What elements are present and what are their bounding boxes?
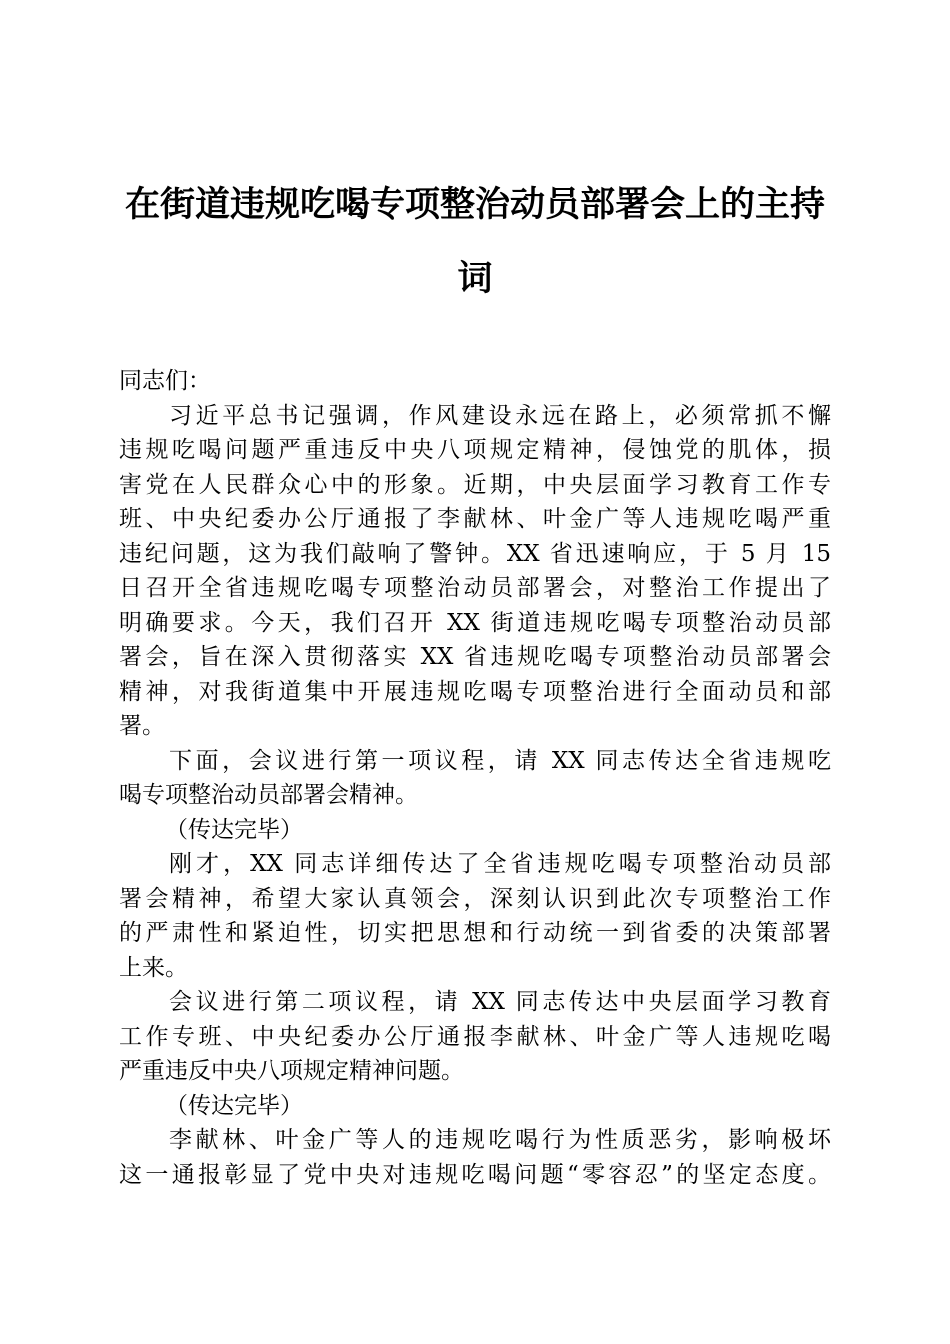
paragraph-line: 喝专项整治动员部署会精神。 — [119, 782, 418, 808]
paragraph-line: 李献林、叶金广等人的违规吃喝行为性质恶劣，影响极坏 — [169, 1127, 831, 1153]
paragraph-line: 这一通报彰显了党中央对违规吃喝问题“零容忍”的坚定态度。 — [119, 1161, 831, 1188]
paragraph-line: 严重违反中央八项规定精神问题。 — [119, 1058, 464, 1084]
paragraph-line: 害党在人民群众心中的形象。近期，中央层面学习教育工作专 — [119, 471, 831, 498]
paragraph-line: 会议进行第二项议程，请 XX 同志传达中央层面学习教育 — [169, 989, 831, 1015]
stage-note: （传达完毕） — [165, 1092, 303, 1119]
document-title — [100, 168, 850, 316]
paragraph-line: 违规吃喝问题严重违反中央八项规定精神，侵蚀党的肌体，损 — [119, 437, 831, 463]
paragraph-line: 上来。 — [119, 954, 188, 981]
paragraph-line: 班、中央纪委办公厅通报了李献林、叶金广等人违规吃喝严重 — [119, 506, 831, 532]
paragraph-line: 工作专班、中央纪委办公厅通报李献林、叶金广等人违规吃喝 — [119, 1023, 831, 1050]
paragraph-line: 署。 — [119, 713, 165, 739]
paragraph-line: 明确要求。今天，我们召开 XX 街道违规吃喝专项整治动员部 — [119, 609, 831, 636]
paragraph-line: 下面，会议进行第一项议程，请 XX 同志传达全省违规吃 — [169, 747, 831, 774]
paragraph-line: 署会精神，希望大家认真领会，深刻认识到此次专项整治工作 — [119, 885, 831, 912]
title-line-1: 在街道违规吃喝专项整治动员部署会上的主持 — [124, 184, 825, 225]
title-line-2: 词 — [457, 258, 493, 299]
salutation: 同志们： — [119, 368, 211, 394]
paragraph-line: 署会，旨在深入贯彻落实 XX 省违规吃喝专项整治动员部署会 — [119, 644, 831, 670]
paragraph-line: 刚才，XX 同志详细传达了全省违规吃喝专项整治动员部 — [169, 851, 831, 877]
paragraph-line: 的严肃性和紧迫性，切实把思想和行动统一到省委的决策部署 — [119, 920, 831, 946]
paragraph-line: 日召开全省违规吃喝专项整治动员部署会，对整治工作提出了 — [119, 575, 831, 601]
paragraph-line: 精神，对我街道集中开展违规吃喝专项整治进行全面动员和部 — [119, 678, 831, 705]
paragraph-line: 违纪问题，这为我们敲响了警钟。XX 省迅速响应，于 5 月 15 — [119, 540, 831, 567]
stage-note: （传达完毕） — [165, 816, 303, 843]
document-body — [119, 364, 831, 1192]
paragraph-line: 习近平总书记强调，作风建设永远在路上，必须常抓不懈 — [169, 402, 831, 429]
